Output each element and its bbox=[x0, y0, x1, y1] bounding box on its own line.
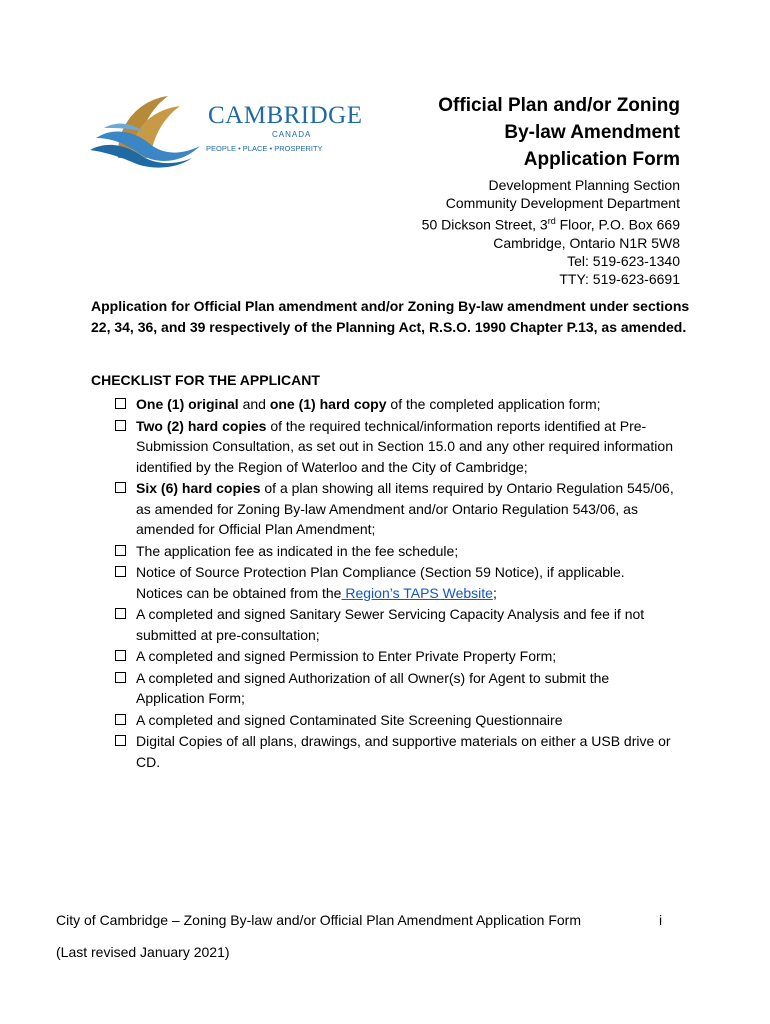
checklist-item: A completed and signed Authorization of all Owner(s) for Agent to submit the Application Form; bbox=[114, 668, 674, 709]
revision-date: (Last revised January 2021) bbox=[56, 944, 230, 960]
checklist-item: A completed and signed Contaminated Site Screening Questionnaire bbox=[114, 710, 674, 731]
department-address bbox=[422, 176, 680, 288]
logo-tagline: PEOPLE • PLACE • PROSPERITY bbox=[206, 144, 323, 153]
checkbox[interactable] bbox=[115, 608, 126, 619]
page-footer: City of Cambridge – Zoning By-law and/or Official Plan Amendment Application Form bbox=[56, 912, 581, 928]
checklist bbox=[114, 394, 674, 773]
street-address: 50 Dickson Street, 3rd Floor, P.O. Box 669 bbox=[421, 216, 680, 233]
checklist-item: One (1) original and one (1) hard copy of the completed application form; bbox=[114, 394, 674, 415]
logo-country: CANADA bbox=[272, 130, 312, 139]
checklist-item: The application fee as indicated in the fee schedule; bbox=[114, 541, 674, 562]
city-postal: Cambridge, Ontario N1R 5W8 bbox=[493, 234, 680, 251]
checkbox[interactable] bbox=[115, 545, 126, 556]
taps-website-link[interactable]: Region’s TAPS Website bbox=[341, 584, 493, 601]
checkbox[interactable] bbox=[115, 714, 126, 725]
cambridge-logo-mark-icon bbox=[88, 88, 208, 168]
checklist-title: CHECKLIST FOR THE APPLICANT bbox=[91, 372, 320, 388]
checklist-item: Digital Copies of all plans, drawings, and supportive materials on either a USB drive or CD. bbox=[114, 731, 674, 772]
checkbox[interactable] bbox=[115, 672, 126, 683]
phone-number: Tel: 519-623-1340 bbox=[567, 252, 680, 269]
checklist-item: Six (6) hard copies of a plan showing all items required by Ontario Regulation 545/06, as amended for Zoning By-law Amendment and/or Ontario Regulation 543/06, as amended for Official Plan Amendment; bbox=[114, 478, 674, 540]
checkbox[interactable] bbox=[115, 398, 126, 409]
checklist-item: A completed and signed Sanitary Sewer Servicing Capacity Analysis and fee if not submitted at pre-consultation; bbox=[114, 604, 674, 645]
checkbox[interactable] bbox=[115, 566, 126, 577]
checklist-item: A completed and signed Permission to Enter Private Property Form; bbox=[114, 646, 674, 667]
checkbox[interactable] bbox=[115, 420, 126, 431]
page-number: i bbox=[659, 912, 663, 928]
intro-paragraph: Application for Official Plan amendment and/or Zoning By-law amendment under sections 22, 34, 36, and 39 respectively of the Planning Act, R.S.O. 1990 Chapter P.13, as amended. bbox=[91, 298, 690, 335]
department-name: Community Development Department bbox=[445, 195, 680, 211]
form-title bbox=[438, 92, 680, 173]
checkbox[interactable] bbox=[115, 482, 126, 493]
checkbox[interactable] bbox=[115, 735, 126, 746]
checkbox[interactable] bbox=[115, 650, 126, 661]
section-name: Development Planning Section bbox=[488, 177, 680, 193]
checklist-item: Notice of Source Protection Plan Compliance (Section 59 Notice), if applicable. Notices can be obtained from the Region’s TAPS Website; bbox=[114, 562, 674, 603]
logo-wordmark: CAMBRIDGE bbox=[208, 102, 363, 129]
cambridge-logo bbox=[88, 88, 363, 168]
checklist-item: Two (2) hard copies of the required technical/information reports identified at Pre-Submission Consultation, as set out in Section 15.0 and any other required information identified by the Region of Waterloo and the City of Cambridge; bbox=[114, 416, 674, 478]
tty-number: TTY: 519-623-6691 bbox=[559, 270, 680, 287]
form-title-line: Application Form bbox=[523, 149, 680, 170]
form-title-line: By-law Amendment bbox=[504, 122, 680, 143]
form-title-line: Official Plan and/or Zoning bbox=[438, 95, 680, 116]
